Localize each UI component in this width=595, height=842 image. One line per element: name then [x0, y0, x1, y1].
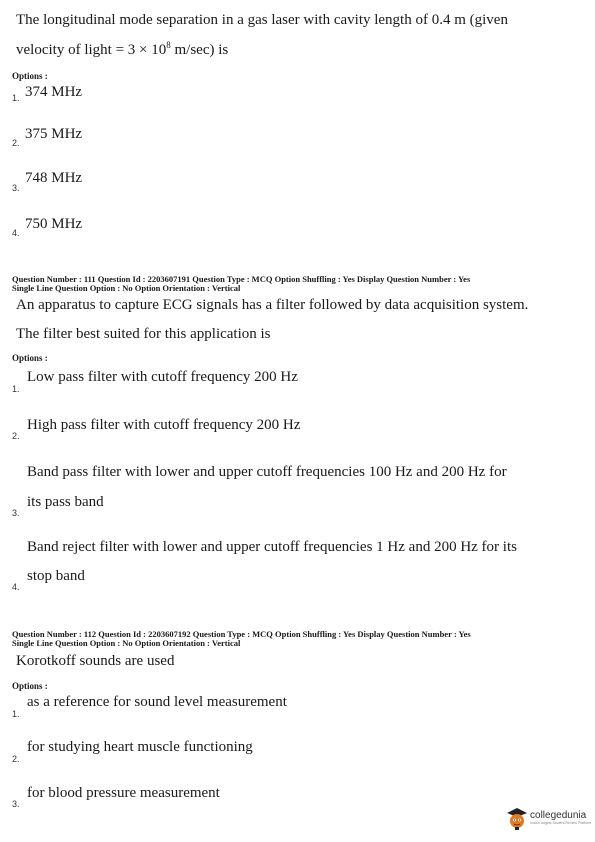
option-text: for studying heart muscle functioning	[27, 739, 253, 755]
brand-logo	[506, 806, 591, 830]
option-number: 4.	[12, 228, 20, 238]
option-number: 4.	[12, 582, 20, 592]
option-text: Band reject filter with lower and upper cutoff frequencies 1 Hz and 200 Hz for its	[27, 539, 517, 555]
option-text: Low pass filter with cutoff frequency 200 Hz	[27, 369, 298, 385]
option-text: its pass band	[27, 494, 104, 510]
text-part: velocity of light = 3 × 10	[16, 42, 167, 58]
question-meta: Question Number : 112 Question Id : 2203607192 Question Type : MCQ Option Shuffling : Yes Display Question Number : Yes	[12, 629, 471, 639]
question-text-line: An apparatus to capture ECG signals has a filter followed by data acquisition system.	[16, 297, 529, 313]
option-number: 3.	[12, 799, 20, 809]
text-part: m/sec) is	[170, 42, 229, 58]
options-label: Options :	[12, 681, 48, 691]
question-text-line	[16, 40, 228, 60]
option-number: 2.	[12, 754, 20, 764]
option-text: 375 MHz	[25, 126, 83, 142]
option-number: 2.	[12, 138, 20, 148]
question-meta: Single Line Question Option : No Option Orientation : Vertical	[12, 638, 241, 648]
question-meta: Question Number : 111 Question Id : 2203607191 Question Type : MCQ Option Shuffling : Yes Display Question Number : Yes	[12, 274, 471, 284]
option-text: for blood pressure measurement	[27, 785, 220, 801]
option-text: as a reference for sound level measurement	[27, 694, 287, 710]
option-text: High pass filter with cutoff frequency 200 Hz	[27, 417, 301, 433]
option-text: stop band	[27, 568, 85, 584]
mascot-logo-icon	[506, 806, 528, 830]
option-text: Band pass filter with lower and upper cutoff frequencies 100 Hz and 200 Hz for	[27, 464, 507, 480]
question-text-line: The longitudinal mode separation in a gas laser with cavity length of 0.4 m (given	[16, 12, 508, 28]
option-text: 748 MHz	[25, 170, 83, 186]
options-label: Options :	[12, 71, 48, 81]
option-number: 1.	[12, 709, 20, 719]
question-meta: Single Line Question Option : No Option Orientation : Vertical	[12, 283, 241, 293]
brand-name: collegedunia	[530, 810, 587, 821]
option-text: 374 MHz	[25, 84, 83, 100]
option-text: 750 MHz	[25, 216, 83, 232]
option-number: 1.	[12, 384, 20, 394]
superscript: 8	[166, 40, 171, 50]
question-text-line: Korotkoff sounds are used	[16, 653, 175, 669]
option-number: 3.	[12, 183, 20, 193]
option-number: 3.	[12, 508, 20, 518]
brand-tagline: India's largest Student Review Platform	[530, 821, 591, 825]
option-number: 2.	[12, 431, 20, 441]
option-number: 1.	[12, 93, 20, 103]
options-label: Options :	[12, 353, 48, 363]
question-text-line: The filter best suited for this application is	[16, 326, 271, 342]
